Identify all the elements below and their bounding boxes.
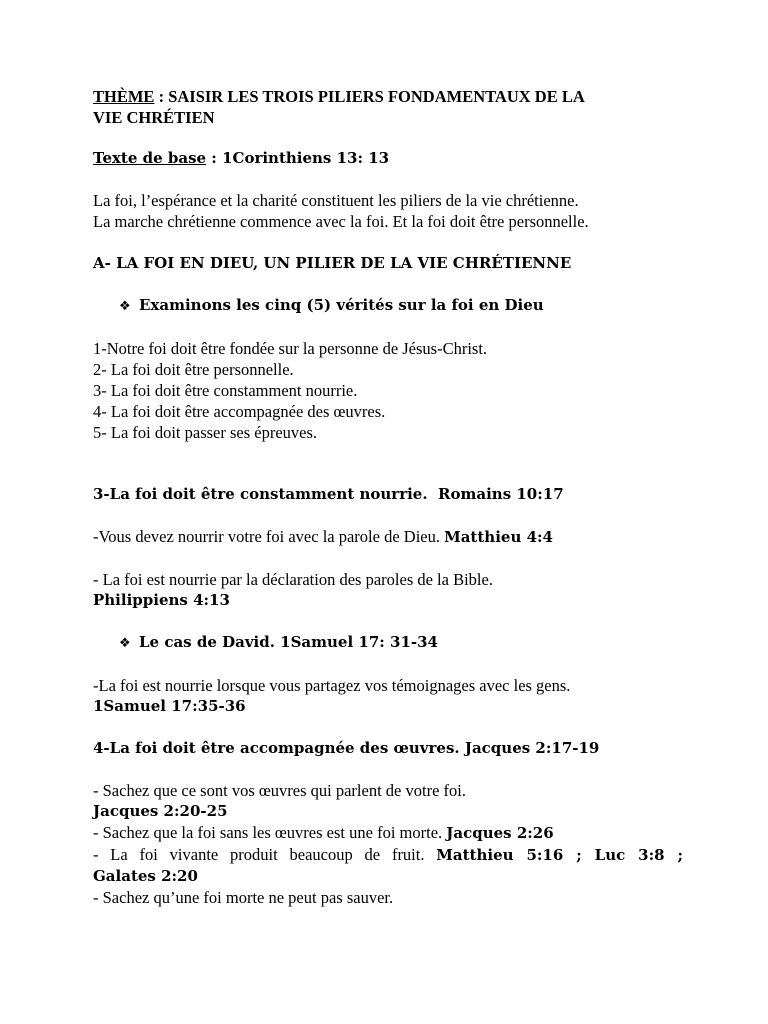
theme-title-line-1: SAISIR LES TROIS PILIERS FONDAMENTAUX DE LA [168,87,585,106]
section-4-point-3-text: - La foi vivante produit beaucoup de fruit. [93,845,437,864]
section-4-point-3-ref: Matthieu 5:16 ; Luc 3:8 ; [436,846,684,864]
section-a-bullet [93,295,683,317]
section-3-point-2-ref: Philippiens 4:13 [93,591,230,609]
section-a-bullet-text: Examinons les cinq (5) vérités sur la foi en Dieu [139,296,544,314]
diamond-bullet-icon: ❖ [119,636,131,651]
section-4-heading: 4-La foi doit être accompagnée des œuvres. Jacques 2:17-19 [93,739,600,757]
diamond-bullet-icon: ❖ [119,299,131,314]
intro-line-1: La foi, l’espérance et la charité constituent les piliers de la vie chrétienne. [93,191,579,210]
section-3-point-1 [93,526,683,548]
truth-item: 4- La foi doit être accompagnée des œuvres. [93,402,386,421]
section-4-point-1-ref: Jacques 2:20-25 [93,802,228,820]
section-4-point-2-text: - Sachez que la foi sans les œuvres est une foi morte. [93,823,447,842]
section-3-bullet [93,632,683,654]
section-a-heading: A- LA FOI EN DIEU, UN PILIER DE LA VIE CHRÉTIENNE [93,254,572,272]
section-3-heading [93,484,683,505]
section-4-point-2 [93,822,683,844]
section-3-point-3-ref: 1Samuel 17:35-36 [93,697,246,715]
truth-item: 1-Notre foi doit être fondée sur la personne de Jésus-Christ. [93,339,488,358]
base-text-reference: 1Corinthiens 13: 13 [222,149,390,167]
base-text-line [93,148,683,169]
section-3-heading-ref: Romains 10:17 [438,485,564,503]
truth-item: 5- La foi doit passer ses épreuves. [93,423,318,442]
truth-item: 3- La foi doit être constamment nourrie. [93,381,358,400]
base-text-label: Texte de base [93,149,207,167]
section-3-point-2-text: - La foi est nourrie par la déclaration des paroles de la Bible. [93,570,493,589]
truth-item: 2- La foi doit être personnelle. [93,360,294,379]
section-4-point-1-text: - Sachez que ce sont vos œuvres qui parlent de votre foi. [93,781,466,800]
section-3-point-3-text: -La foi est nourrie lorsque vous partagez vos témoignages avec les gens. [93,676,571,695]
intro-line-2: La marche chrétienne commence avec la foi. Et la foi doit être personnelle. [93,212,589,231]
theme-line-1 [93,86,683,107]
section-4-point-3-ref-2: Galates 2:20 [93,867,198,885]
section-4-point-2-ref: Jacques 2:26 [446,824,554,842]
section-4-point-3 [93,844,683,866]
document-page [93,86,683,908]
theme-line-2: VIE CHRÉTIEN [93,108,215,127]
section-3-point-1-ref: Matthieu 4:4 [444,528,553,546]
section-3-bullet-text: Le cas de David. 1Samuel 17: 31-34 [139,633,438,651]
theme-label: THÈME [93,87,155,106]
section-3-heading-text: 3-La foi doit être constamment nourrie. [93,485,428,503]
section-4-point-4-text: - Sachez qu’une foi morte ne peut pas sauver. [93,888,394,907]
base-text-separator: : [206,149,223,167]
theme-separator: : [154,87,169,106]
section-3-point-1-text: -Vous devez nourrir votre foi avec la parole de Dieu. [93,527,445,546]
